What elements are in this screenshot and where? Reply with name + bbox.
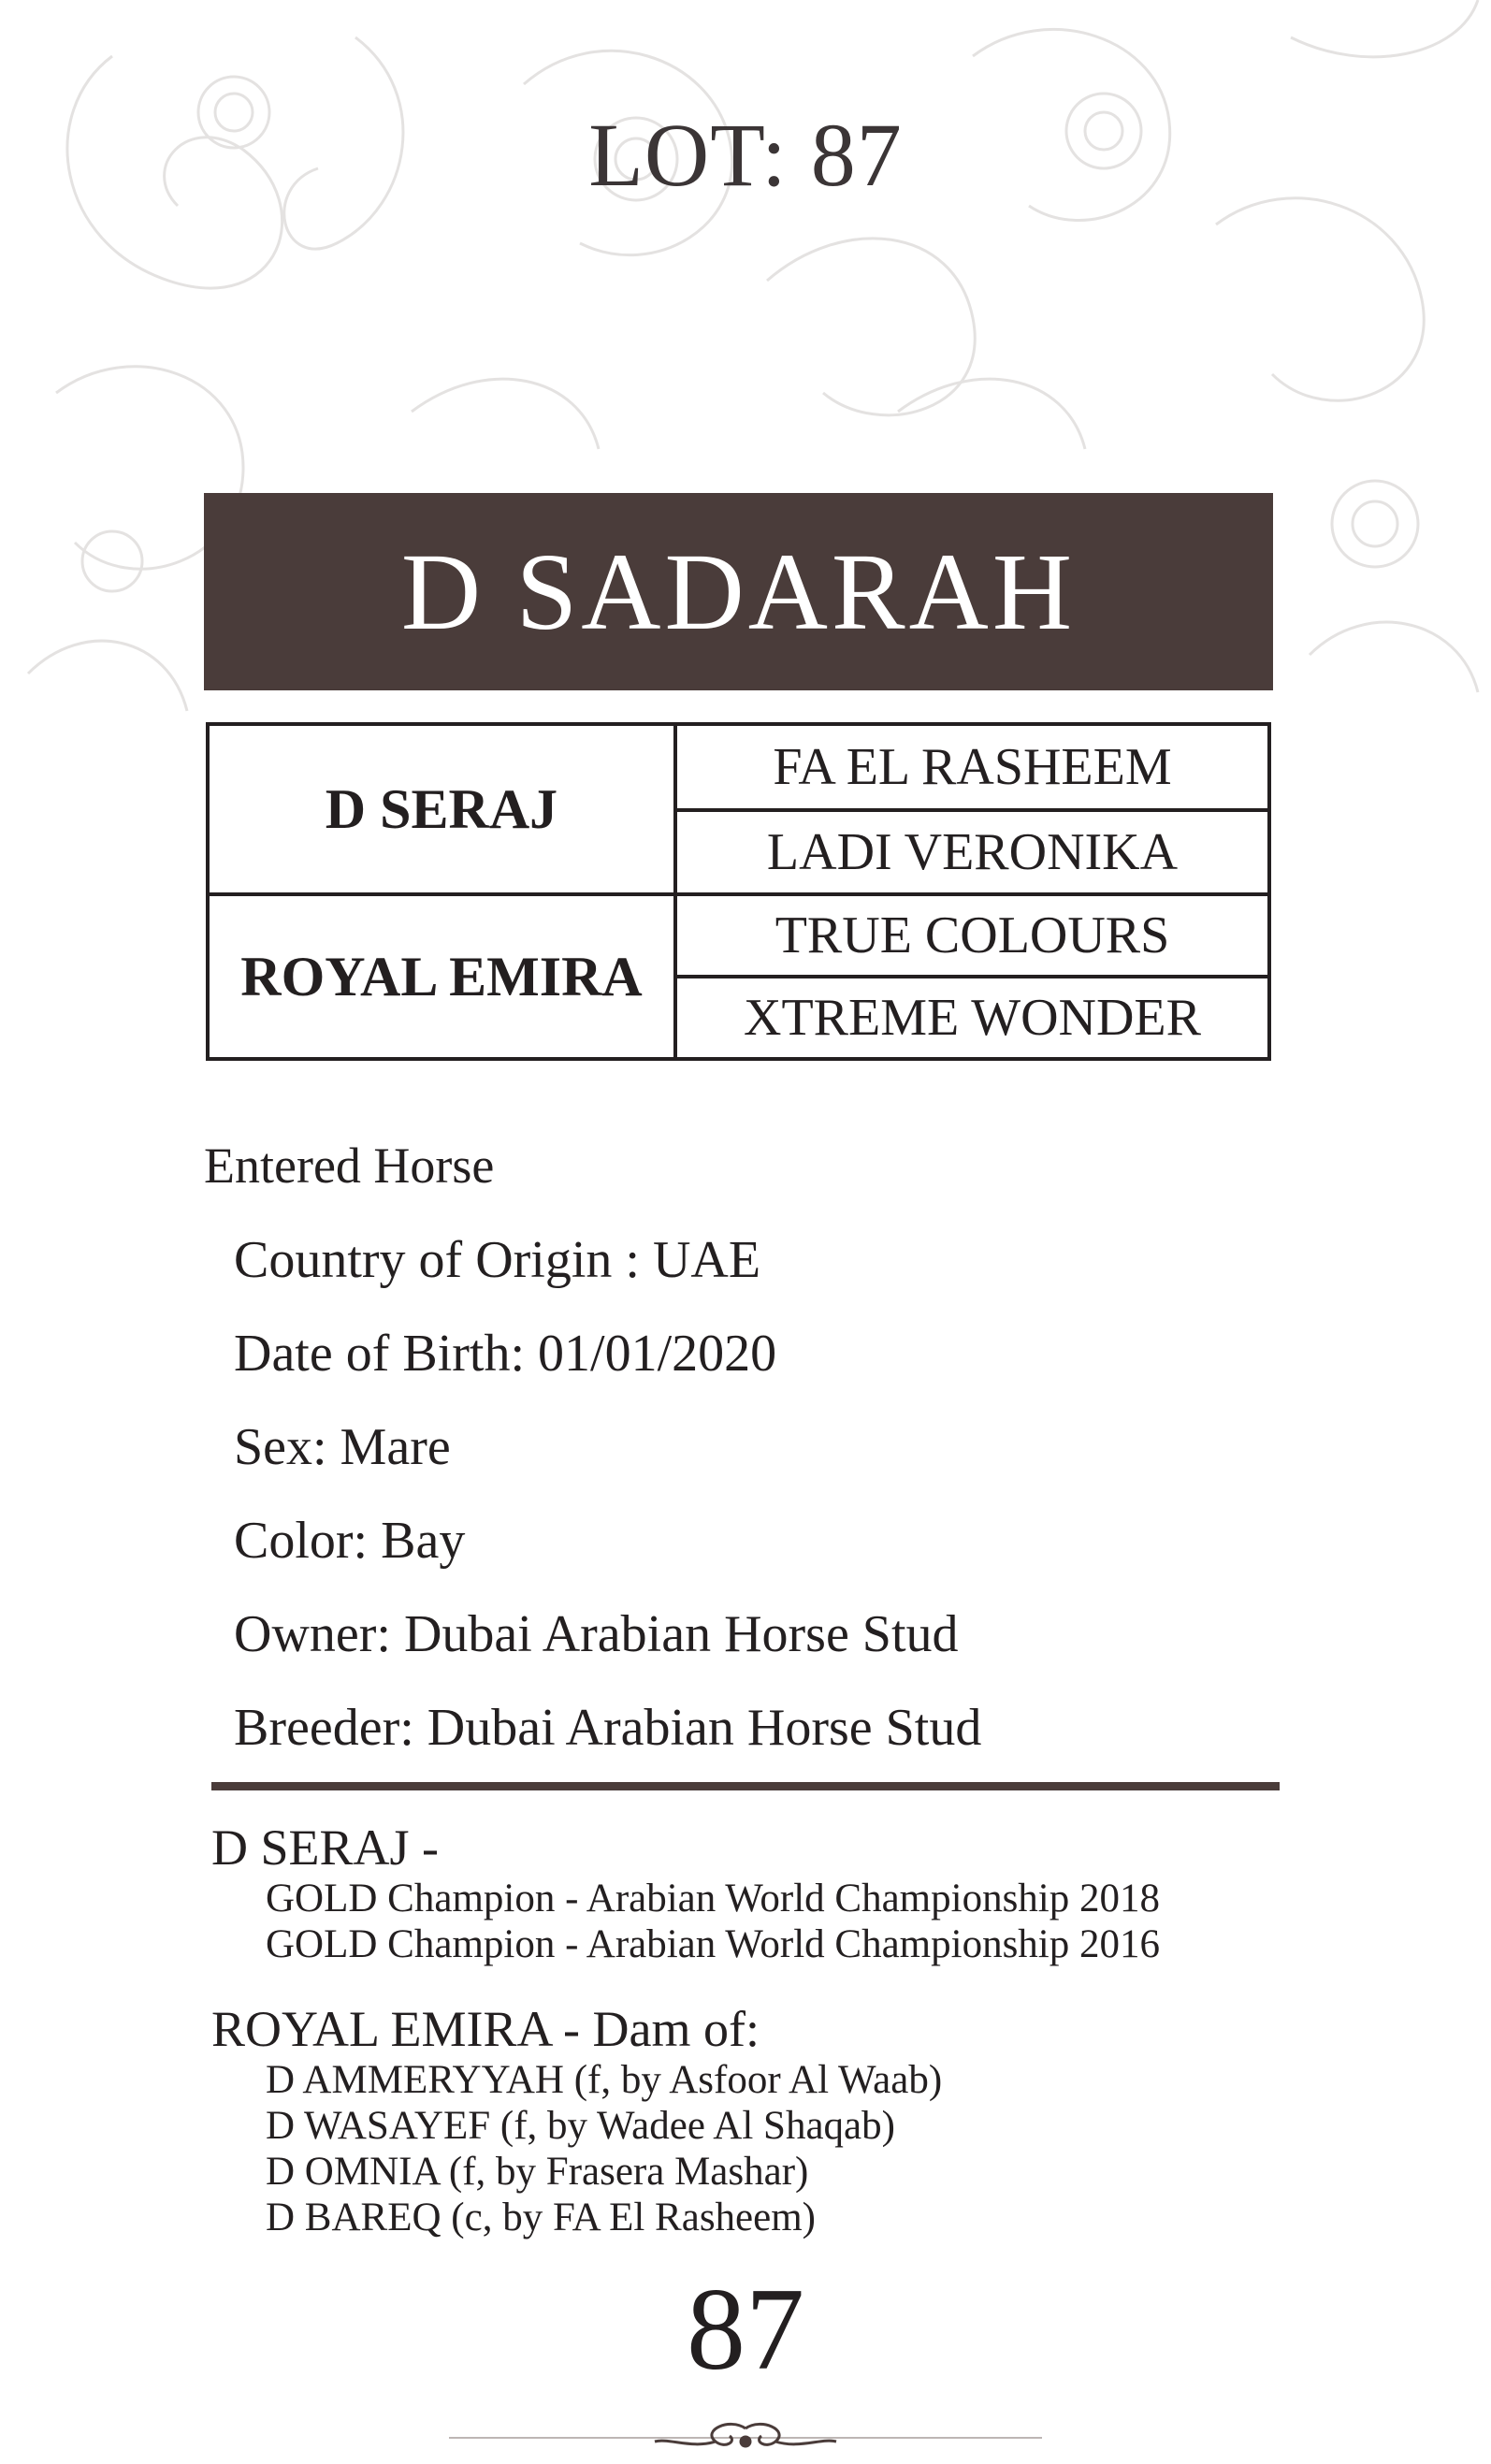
horse-name-banner	[204, 493, 1273, 690]
detail-date-of-birth: Date of Birth: 01/01/2020	[234, 1325, 777, 1383]
horse-details	[234, 1227, 981, 1789]
pedigree-dam-dam: XTREME WONDER	[744, 989, 1201, 1047]
ornamental-divider-icon	[449, 2421, 1042, 2458]
pedigree-dam-sire: TRUE COLOURS	[774, 906, 1170, 964]
pedigree-sire: D SERAJ	[325, 777, 558, 840]
section-divider	[211, 1782, 1280, 1790]
dam-offspring: D AMMERYYAH (f, by Asfoor Al Waab)	[266, 2058, 943, 2102]
dam-offspring: D OMNIA (f, by Frasera Mashar)	[266, 2150, 809, 2194]
detail-sex: Sex: Mare	[234, 1418, 451, 1476]
detail-country: Country of Origin : UAE	[234, 1231, 761, 1289]
pedigree-table	[206, 722, 1271, 1061]
pedigree-sire-sire: FA EL RASHEEM	[773, 738, 1172, 796]
pedigree-dam: ROYAL EMIRA	[240, 945, 643, 1007]
detail-owner: Owner: Dubai Arabian Horse Stud	[234, 1605, 959, 1663]
dam-offspring: D BAREQ (c, by FA El Rasheem)	[266, 2196, 816, 2239]
sire-achievement: GOLD Champion - Arabian World Championship 2018	[266, 1877, 1160, 1920]
entered-horse-label: Entered Horse	[204, 1138, 495, 1194]
pedigree-sire-dam: LADI VERONIKA	[766, 823, 1179, 881]
performance-notes	[211, 1819, 1160, 2240]
sire-achievement: GOLD Champion - Arabian World Championship 2016	[266, 1922, 1160, 1966]
dam-offspring: D WASAYEF (f, by Wadee Al Shaqab)	[266, 2104, 895, 2148]
detail-color: Color: Bay	[234, 1512, 466, 1570]
lot-number: LOT: 87	[588, 105, 903, 205]
sire-notes-heading: D SERAJ -	[211, 1819, 440, 1876]
dam-notes-heading: ROYAL EMIRA - Dam of:	[211, 2001, 760, 2057]
page-number: 87	[687, 2265, 804, 2395]
horse-name: D SADARAH	[400, 529, 1077, 653]
detail-breeder: Breeder: Dubai Arabian Horse Stud	[234, 1699, 982, 1757]
